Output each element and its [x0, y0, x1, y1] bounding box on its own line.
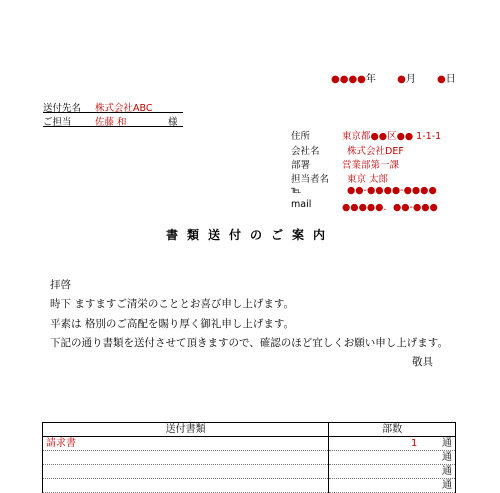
sender-person-label: 担当者名: [291, 174, 330, 185]
table-row: [43, 465, 456, 479]
closing-word: 敬具: [412, 356, 433, 368]
document-name: [43, 451, 329, 465]
table-row: [43, 479, 456, 493]
sender-tel: ●●-●●●●-●●●●: [347, 185, 437, 196]
document-unit: 通: [442, 452, 452, 463]
body-line: 平素は 格別のご高配を賜り厚く御礼申し上げます。: [50, 318, 294, 330]
table-row: [43, 437, 456, 451]
sender-company: 株式会社DEF: [347, 146, 404, 157]
document-name: [43, 465, 329, 479]
sender-tel-label: ℡: [291, 185, 302, 196]
recipient-underline: [43, 126, 183, 127]
issue-date: [331, 70, 456, 85]
recipient-company: 株式会社ABC: [95, 103, 153, 114]
sender-company-label: 会社名: [291, 146, 320, 157]
body-line: 下記の通り書類を送付させて頂きますので、確認のほど宜しくお願い申し上げます。: [50, 337, 448, 349]
sender-address-label: 住所: [291, 131, 311, 142]
date-year-unit: 年: [365, 74, 376, 85]
sender-dept: 営業部第一課: [342, 160, 400, 171]
document-unit: 通: [442, 466, 452, 477]
sender-mail-label: mail: [291, 199, 312, 210]
sender-address: 東京都●●区●● 1-1-1: [342, 131, 442, 142]
sender-dept-label: 部署: [291, 160, 311, 171]
document-title: 書類送付のご案内: [165, 228, 334, 242]
documents-table: [42, 422, 456, 493]
recipient-person: 佐藤 和: [95, 117, 127, 128]
sender-mail: ●●●●●．●●-●●●: [342, 202, 438, 213]
document-unit: 通: [442, 480, 452, 491]
date-year-value: ●●●●: [331, 74, 366, 85]
header-documents: 送付書類: [43, 423, 329, 437]
body-line: 時下 ますますご清栄のこととお喜び申し上げます。: [50, 298, 294, 310]
opening-greeting: 拝啓: [50, 279, 71, 291]
date-day-value: ●: [437, 74, 446, 85]
document-name: [43, 479, 329, 493]
recipient-honorific: 様: [168, 117, 178, 128]
table-header-row: [43, 423, 456, 437]
recipient-company-label: 送付先名: [43, 103, 82, 114]
date-month-unit: 月: [405, 74, 416, 85]
recipient-underline: [43, 112, 183, 113]
date-month-value: ●: [397, 74, 406, 85]
table-row: [43, 451, 456, 465]
recipient-person-label: ご担当: [43, 117, 72, 128]
header-copies: 部数: [329, 423, 456, 437]
document-name: 請求書: [43, 437, 329, 451]
document-unit: 通: [442, 438, 452, 449]
date-day-unit: 日: [445, 74, 456, 85]
sender-person: 東京 太郎: [347, 174, 389, 185]
document-qty: 1: [410, 438, 418, 449]
